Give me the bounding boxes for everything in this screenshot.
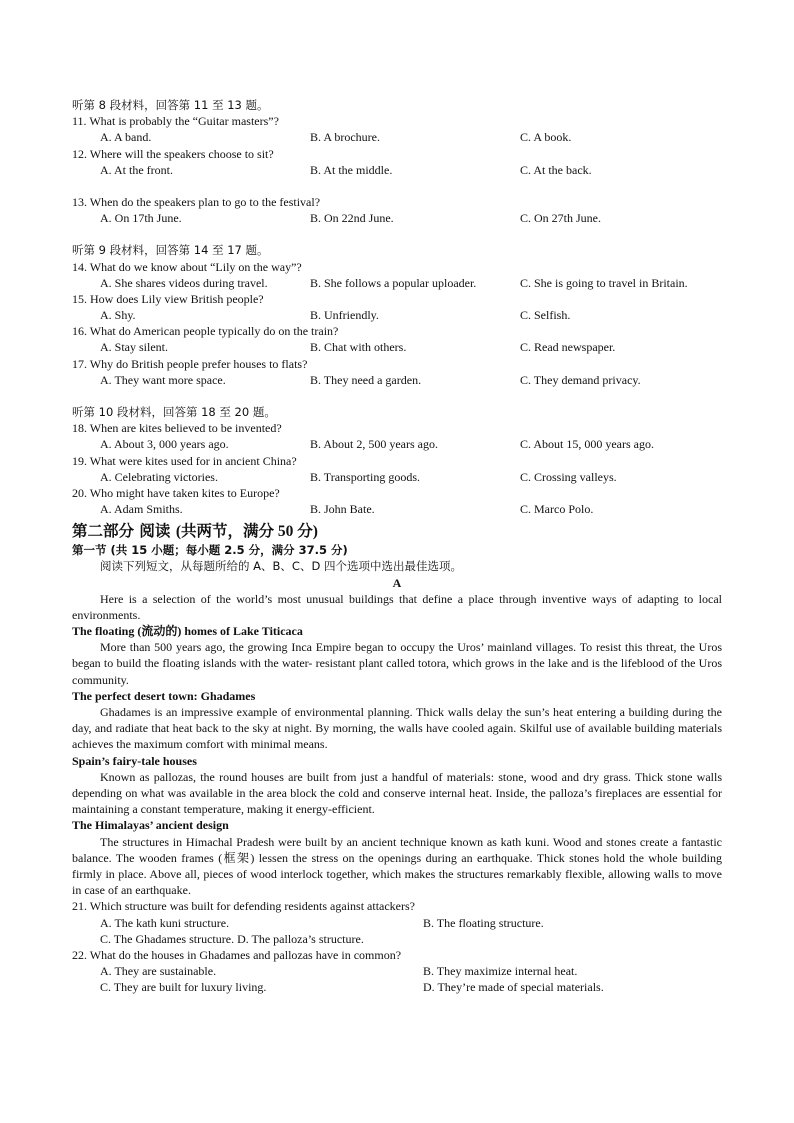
option-d[interactable]: D. They’re made of special materials. (423, 980, 604, 995)
options-row (72, 307, 722, 323)
option-c[interactable]: C. Selfish. (520, 308, 571, 323)
question-stem: 20. Who might have taken kites to Europe? (72, 485, 280, 500)
option-a[interactable]: A. Stay silent. (100, 340, 168, 355)
question-stem: 12. Where will the speakers choose to sit? (72, 146, 274, 161)
question-21 (72, 898, 722, 947)
option-a[interactable]: A. Celebrating victories. (100, 469, 218, 484)
option-b[interactable]: B. Chat with others. (310, 340, 407, 355)
option-b[interactable]: B. She follows a popular uploader. (310, 275, 477, 290)
question-stem: 21. Which structure was built for defending residents against attackers? (72, 899, 416, 914)
section-1-title: 第一节 (共 15 小题；每小题 2.5 分，满分 37.5 分) (72, 543, 348, 558)
question-stem: 18. When are kites believed to be invented? (72, 421, 282, 436)
options-row (72, 339, 722, 355)
options-row (72, 162, 722, 178)
option-c[interactable]: C. On 27th June. (520, 211, 601, 226)
question-17 (72, 356, 722, 388)
option-b[interactable]: B. A brochure. (310, 130, 380, 145)
question-16 (72, 323, 722, 355)
option-a[interactable]: A. At the front. (100, 162, 173, 177)
question-stem: 11. What is probably the “Guitar masters”? (72, 114, 279, 129)
question-stem: 15. How does Lily view British people? (72, 291, 264, 306)
question-13 (72, 194, 722, 226)
question-12 (72, 146, 722, 178)
passage-paragraph-2: Ghadames is an impressive example of environmental planning. Thick walls delay the sun’s heat entering a building during the day, and radiate that heat back to the sky at night. By morning, the walls have cooled again. Skilful use of available building materials achieves the maximum comfort with minimal means. (72, 705, 722, 752)
option-b[interactable]: B. John Bate. (310, 502, 375, 517)
option-c[interactable]: C. At the back. (520, 162, 592, 177)
option-b[interactable]: B. The floating structure. (423, 915, 544, 930)
option-a[interactable]: A. The kath kuni structure. (100, 915, 230, 930)
question-18 (72, 420, 722, 452)
question-stem: 13. When do the speakers plan to go to the festival? (72, 194, 321, 209)
option-b[interactable]: B. At the middle. (310, 162, 393, 177)
question-stem: 19. What were kites used for in ancient China? (72, 453, 297, 468)
option-b[interactable]: B. They maximize internal heat. (423, 964, 578, 979)
option-a[interactable]: A. Adam Smiths. (100, 502, 183, 517)
question-11 (72, 113, 722, 145)
passage-letter: A (392, 575, 402, 590)
spacer (72, 388, 722, 404)
question-22 (72, 947, 722, 996)
options-row (72, 931, 722, 947)
question-stem: 22. What do the houses in Ghadames and pallozas have in common? (72, 948, 402, 963)
option-c[interactable]: C. They demand privacy. (520, 372, 641, 387)
options-row (72, 501, 722, 517)
option-c[interactable]: C. She is going to travel in Britain. (520, 275, 688, 290)
question-stem: 14. What do we know about “Lily on the way”? (72, 259, 302, 274)
question-15 (72, 291, 722, 323)
option-c[interactable]: C. Crossing valleys. (520, 469, 617, 484)
section-8-header: 听第 8 段材料，回答第 11 至 13 题。 (72, 98, 269, 112)
passage-heading-3: Spain’s fairy-tale houses (72, 753, 197, 768)
options-row (72, 469, 722, 485)
option-b[interactable]: B. Transporting goods. (310, 469, 421, 484)
option-a[interactable]: A. About 3, 000 years ago. (100, 437, 229, 452)
options-row (72, 129, 722, 145)
options-row (72, 372, 722, 388)
option-b[interactable]: B. They need a garden. (310, 372, 422, 387)
options-row (72, 963, 722, 979)
option-a[interactable]: A. They want more space. (100, 372, 226, 387)
passage-paragraph-4: The structures in Himachal Pradesh were built by an ancient technique known as kath kuni. Wood and stones create a fantastic balance. The wooden frames (框架) lessen the stress on the openings during an earthquake. Thick stones hold the whole building firmly in place. Above all, pieces of wood interlock together, which makes the structures remarkably flexible, allowing walls to move in case of an earthquake. (72, 834, 722, 898)
passage-intro: Here is a selection of the world’s most unusual buildings that define a place through inventive ways of adapting to local environments. (72, 591, 722, 622)
option-a[interactable]: A. On 17th June. (100, 211, 182, 226)
part-title-cn: 第二部分 阅读 (72, 522, 171, 541)
question-20 (72, 485, 722, 517)
option-c[interactable]: C. Marco Polo. (520, 502, 594, 517)
reading-instruction: 阅读下列短文，从每题所给的 A、B、C、D 四个选项中选出最佳选项。 (100, 559, 462, 574)
option-b[interactable]: B. About 2, 500 years ago. (310, 437, 438, 452)
options-row (72, 979, 722, 995)
option-a[interactable]: A. They are sustainable. (100, 964, 217, 979)
passage-heading-1: The floating (流动的) homes of Lake Titicaca (72, 624, 303, 639)
question-stem: 16. What do American people typically do on the train? (72, 324, 339, 339)
option-c[interactable]: C. A book. (520, 130, 572, 145)
option-c-d[interactable]: C. The Ghadames structure. D. The palloza’s structure. (100, 931, 364, 946)
spacer (72, 226, 722, 242)
option-a[interactable]: A. Shy. (100, 308, 136, 323)
option-a[interactable]: A. A band. (100, 130, 152, 145)
options-row (72, 436, 722, 452)
question-19 (72, 453, 722, 485)
question-14 (72, 259, 722, 291)
option-c[interactable]: C. They are built for luxury living. (100, 980, 267, 995)
question-stem: 17. Why do British people prefer houses to flats? (72, 356, 308, 371)
option-a[interactable]: A. She shares videos during travel. (100, 275, 268, 290)
option-c[interactable]: C. Read newspaper. (520, 340, 616, 355)
option-b[interactable]: B. On 22nd June. (310, 211, 394, 226)
option-b[interactable]: B. Unfriendly. (310, 308, 379, 323)
page-content (72, 97, 722, 996)
passage-paragraph-1: More than 500 years ago, the growing Inca Empire began to occupy the Uros’ mainland villages. To resist this threat, the Uros began to build the floating islands with the water- resistant plant called totora, which grows in the lake and is the lifeblood of the Uros community. (72, 640, 722, 687)
spacer (72, 178, 722, 194)
part-title-score: (共两节，满分 50 分) (175, 523, 318, 541)
options-row (72, 915, 722, 931)
options-row (72, 275, 722, 291)
section-9-header: 听第 9 段材料，回答第 14 至 17 题。 (72, 243, 269, 258)
passage-heading-2: The perfect desert town: Ghadames (72, 688, 256, 703)
section-10-header: 听第 10 段材料，回答第 18 至 20 题。 (72, 405, 276, 419)
part-2-title (72, 520, 722, 542)
passage-heading-4: The Himalayas’ ancient design (72, 818, 229, 833)
options-row (72, 210, 722, 226)
option-c[interactable]: C. About 15, 000 years ago. (520, 437, 654, 452)
passage-paragraph-3: Known as pallozas, the round houses are built from just a handful of materials: stone, wood and dry grass. Thick stone walls depending on what was available in the area block the cold and conserve internal heat. Inside, the palloza’s fireplaces are essential for maintaining a constant temperature, making it energy-efficient. (72, 769, 722, 817)
